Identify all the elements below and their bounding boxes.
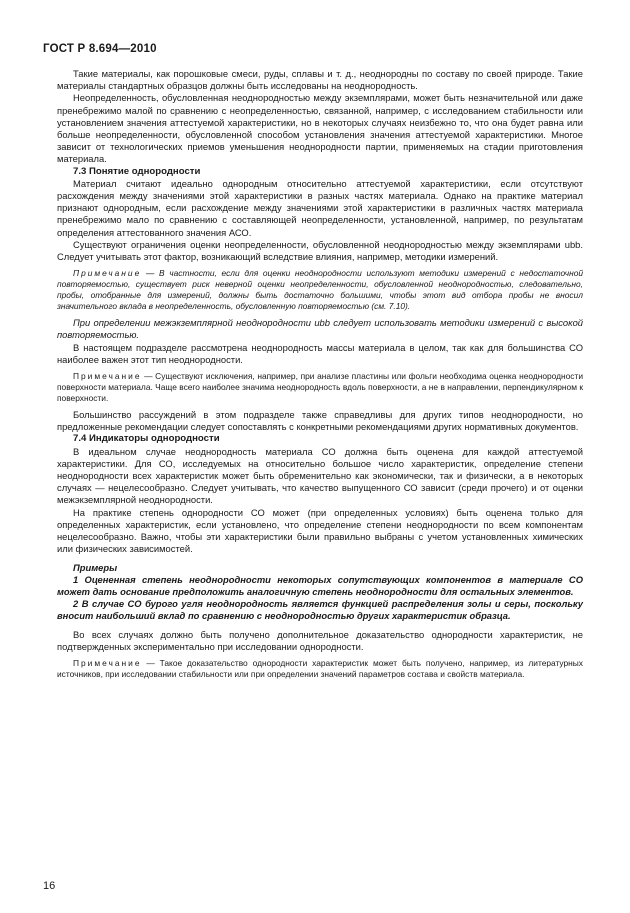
- standard-header: ГОСТ Р 8.694—2010: [43, 43, 157, 55]
- paragraph-italic: При определении межэкземплярной неоднородности ubb следует использовать методики измерений с высокой повторяемостью.: [57, 317, 583, 341]
- example-item: 1 Оцененная степень неоднородности некоторых сопутствующих компонентов в материале СО может дать основание предположить аналогичную степень неоднородности для остальных элементов.: [57, 573, 583, 597]
- note-label: Примечание: [73, 657, 142, 668]
- example-item: 2 В случае СО бурого угля неоднородность является функцией распределения золы и серы, поскольку вносит наибольший вклад по сравнению с неоднородностью других характеристик образца.: [57, 598, 583, 622]
- paragraph: Большинство рассуждений в этом подразделе также справедливы для других типов неоднородности, но предложенные рекомендации следует сопоставлять с конкретными рекомендациями других нормативных документов.: [57, 409, 583, 433]
- paragraph: Такие материалы, как порошковые смеси, руды, сплавы и т. д., неоднородны по составу по своей природе. Такие материалы стандартных образцов должны быть исследованы на неоднородность.: [57, 68, 583, 92]
- section-heading: 7.4 Индикаторы однородности: [73, 433, 220, 445]
- note: [57, 658, 583, 680]
- paragraph: В настоящем подразделе рассмотрена неоднородность массы материала в целом, так как для большинства СО наиболее важен этот тип неоднородности.: [57, 341, 583, 365]
- note-text: — Такое доказательство однородности характеристик может быть получено, например, из литературных источников, при исследовании стабильности или при определении значений параметров состава и свойств материала.: [57, 657, 583, 679]
- page-number: 16: [43, 880, 56, 892]
- paragraph: Материал считают идеально однородным относительно аттестуемой характеристики, если отсутствуют расхождения между значениями этой характеристики в разных частях материала. Однако на практике материал признают однородным, если расхождение между значениями этой характеристики в различных частях материала пренебрежимо мало по сравнению с составляющей неопределенности, установленной, например, по результатам определения аттестованного значения АСО.: [57, 177, 583, 238]
- paragraph: Во всех случаях должно быть получено дополнительное доказательство однородности характеристик, не подтвержденных экспериментально при исследовании однородности.: [57, 628, 583, 652]
- note-italic: [57, 268, 583, 312]
- section-heading: 7.3 Понятие однородности: [73, 165, 201, 177]
- note-label: Примечание: [73, 371, 142, 382]
- paragraph: В идеальном случае неоднородность материала СО должна быть оценена для каждой аттестуемой характеристики. Для СО, исследуемых на относительно большое число характеристик, определение степени неоднородности всех характеристик может быть обременительно как экономически, так и физически, а в некоторых случаях — нецелесообразно. Следует учитывать, что качество выпущенного СО зависит (среди прочего) и от оценки межэкземплярной неоднородности.: [57, 445, 583, 506]
- note-text: — Существуют исключения, например, при анализе пластины или фольги необходима оценка неоднородности поверхности материала. Чаще всего наиболее значима неоднородность вдоль поверхности, а не в направлении, перпендикулярном к поверхности.: [57, 371, 584, 404]
- note-text: — В частности, если для оценки неоднородности используют методики измерений с недостаточной повторяемостью, существует риск неверной оценки неопределенности, обусловленной неоднородностью, следовательно, пробы, отобранные для измерений, должны быть достаточно большими, чтобы этот вид отбора пробы не вносил значительного вклада в неопределенность, обусловленную повторяемостью (см. 7.10).: [57, 268, 584, 312]
- note-label: Примечание: [73, 268, 142, 279]
- note: [57, 371, 583, 404]
- examples-heading: Примеры: [73, 561, 118, 573]
- paragraph: На практике степень однородности СО может (при определенных условиях) быть оценена только для определенных характеристик, если установлено, что определение степени неоднородности по всем компонентам нецелесообразно. Важно, чтобы эти характеристики были правильно выбраны с учетом установленных химических или физических зависимостей.: [57, 506, 583, 555]
- paragraph: Существуют ограничения оценки неопределенности, обусловленной неоднородностью между экземплярами ubb. Следует учитывать этот фактор, возникающий вследствие влияния, например, методики измерений.: [57, 238, 583, 263]
- document-body: [57, 68, 583, 685]
- paragraph: Неопределенность, обусловленная неоднородностью между экземплярами, может быть незначительной или даже пренебрежимо малой по сравнению с неопределенностью, связанной, например, с исследованием стабильности или установлением значения аттестуемой характеристики, но в некоторых случаях неизбежно то, что она будет равна или больше неопределенности, обусловленной способом установления значения аттестуемой характеристики. Многое зависит от технологических приемов уменьшения неоднородности партии, применяемых на стадии приготовления материала.: [57, 92, 583, 165]
